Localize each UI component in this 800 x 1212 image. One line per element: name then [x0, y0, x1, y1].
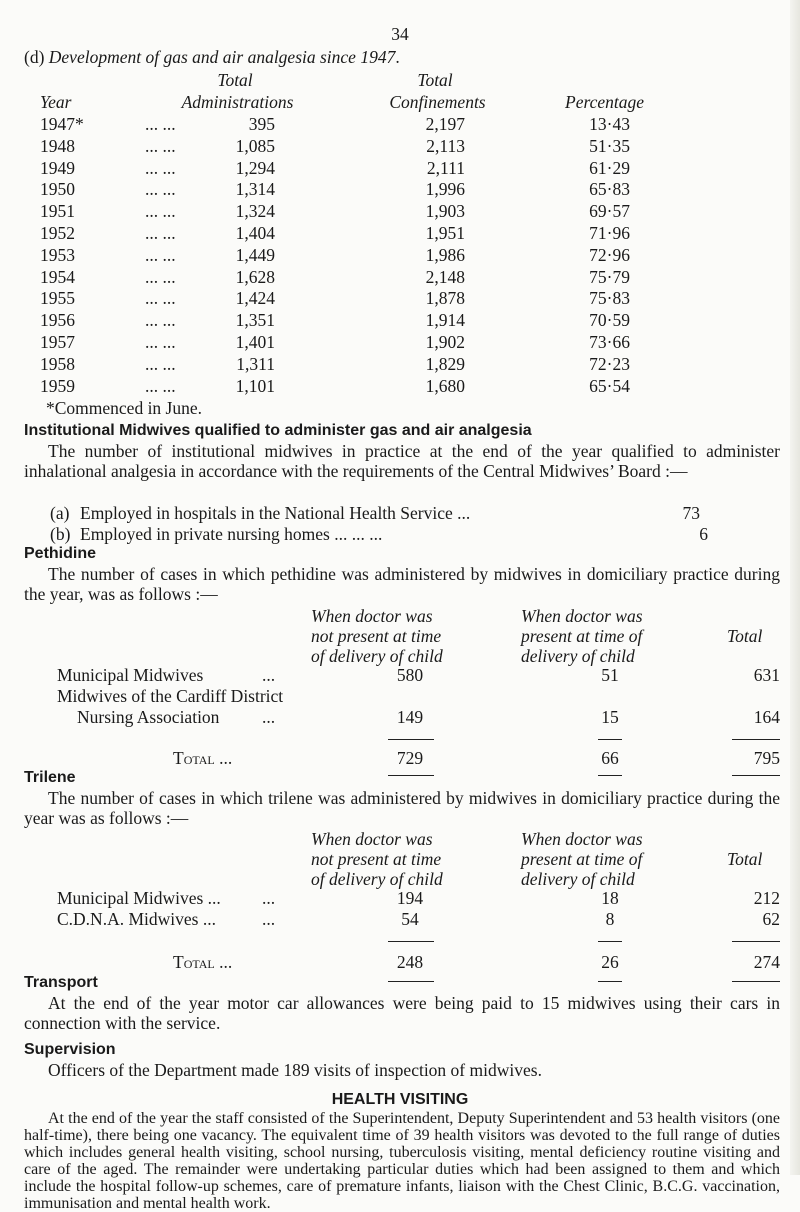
- pethidine-row2-dots: ...: [262, 707, 276, 727]
- pethidine-rule-bottom-c1: [388, 775, 434, 776]
- item-b-value: 6: [699, 524, 708, 544]
- item-b-text: Employed in private nursing homes ... ... ...: [80, 524, 383, 544]
- table-cell-percentage: 70·59: [589, 310, 630, 330]
- table-cell-year: 1949: [40, 158, 75, 178]
- caption-period: .: [395, 47, 400, 67]
- table-cell-dots: ... ...: [145, 158, 176, 178]
- table-cell-percentage: 65·54: [589, 376, 630, 396]
- trilene-total-c3: 274: [753, 952, 780, 972]
- table-cell-year: 1951: [40, 201, 75, 221]
- section-heading-supervision: Supervision: [24, 1041, 116, 1058]
- pethidine-row1-c1: 580: [396, 665, 424, 685]
- table-cell-confinements: 1,878: [425, 288, 465, 308]
- pethidine-row1-c3: 631: [753, 665, 780, 685]
- trilene-row2-label: C.D.N.A. Midwives ...: [57, 909, 216, 929]
- trilene-row1-dots: ...: [262, 888, 276, 908]
- table-cell-percentage: 13·43: [589, 114, 630, 134]
- table-cell-administrations: 1,424: [235, 288, 275, 308]
- table-cell-administrations: 395: [248, 114, 275, 134]
- table-cell-year: 1952: [40, 223, 75, 243]
- health-visiting-paragraph: At the end of the year the staff consisted of the Superintendent, Deputy Superintendent and 53 health visitors (one half-time), there being one vacancy. The equivalent time of 39 health visitors was devoted to the full range of duties which includes general health visiting, school nursing, tuberculosis visiting, mental deficiency routine visiting and care of the aged. The remainder were undertaking particular duties which had been assigned to them and which include the hospital follow-up schemes, care of premature infants, liaison with the Chest Clinic, B.C.G. vaccination, immunisation and mental health work.: [24, 1110, 780, 1212]
- table-cell-percentage: 72·23: [589, 354, 630, 374]
- table-cell-dots: ... ...: [145, 245, 176, 265]
- page-number: 34: [391, 24, 409, 44]
- table-cell-confinements: 1,996: [425, 179, 465, 199]
- table-cell-percentage: 75·79: [589, 267, 630, 287]
- table-cell-year: 1956: [40, 310, 75, 330]
- header-percentage: Percentage: [565, 92, 645, 112]
- header-year: Year: [40, 92, 72, 112]
- table-cell-percentage: 69·57: [589, 201, 630, 221]
- pethidine-total-c1: 729: [396, 748, 424, 768]
- table-cell-year: 1954: [40, 267, 75, 287]
- pethidine-row2-c3: 164: [753, 707, 780, 727]
- table-cell-administrations: 1,314: [235, 179, 275, 199]
- table-caption: [24, 47, 400, 67]
- pethidine-row2-c2: 15: [601, 707, 619, 727]
- section-heading-pethidine: Pethidine: [24, 545, 97, 562]
- table-cell-year: 1947*: [40, 114, 84, 134]
- trilene-total-label: Total ...: [173, 952, 233, 972]
- section-heading-transport: Transport: [24, 974, 98, 991]
- table-cell-dots: ... ...: [145, 354, 176, 374]
- table-cell-administrations: 1,085: [235, 136, 275, 156]
- caption-label: (d): [24, 47, 45, 67]
- trilene-col2-line3: delivery of child: [521, 869, 635, 889]
- pethidine-rule-bottom-c3: [732, 775, 780, 776]
- transport-paragraph: At the end of the year motor car allowances were being paid to 15 midwives using their cars in connection with the service.: [24, 993, 780, 1033]
- table-cell-dots: ... ...: [145, 136, 176, 156]
- table-cell-year: 1955: [40, 288, 75, 308]
- table-cell-confinements: 1,951: [425, 223, 465, 243]
- table-cell-percentage: 51·35: [589, 136, 630, 156]
- trilene-row1-label: Municipal Midwives ...: [57, 888, 221, 908]
- table-cell-percentage: 75·83: [589, 288, 630, 308]
- table-cell-administrations: 1,628: [235, 267, 275, 287]
- trilene-rule-bottom-c2: [598, 981, 622, 982]
- pethidine-rule-bottom-c2: [598, 775, 622, 776]
- table-cell-confinements: 1,829: [425, 354, 465, 374]
- trilene-row1-c3: 212: [753, 888, 780, 908]
- pethidine-total-c3: 795: [753, 748, 780, 768]
- pethidine-col1-line1: When doctor was: [311, 606, 433, 626]
- table-cell-dots: ... ...: [145, 201, 176, 221]
- pethidine-rule-top-c1: [388, 739, 434, 740]
- table-cell-confinements: 1,903: [425, 201, 465, 221]
- pethidine-rule-top-c2: [598, 739, 622, 740]
- pethidine-rule-top-c3: [732, 739, 780, 740]
- table-cell-administrations: 1,101: [235, 376, 275, 396]
- trilene-total-c1: 248: [396, 952, 424, 972]
- trilene-total-c2: 26: [601, 952, 619, 972]
- trilene-col3: Total: [727, 849, 763, 869]
- header-admin-bottom: Administrations: [181, 92, 294, 112]
- pethidine-paragraph: The number of cases in which pethidine was administered by midwives in domiciliary practice during the year, was as follows :—: [24, 564, 780, 604]
- pethidine-row2-label-b: Nursing Association: [77, 707, 220, 727]
- header-conf-bottom: Confinements: [389, 92, 486, 112]
- section-heading-health-visiting: HEALTH VISITING: [331, 1091, 469, 1108]
- pethidine-col2-line2: present at time of: [521, 626, 643, 646]
- pethidine-col3: Total: [727, 626, 763, 646]
- footnote: *Commenced in June.: [46, 398, 203, 418]
- table-cell-administrations: 1,449: [235, 245, 275, 265]
- table-cell-dots: ... ...: [145, 332, 176, 352]
- table-cell-year: 1959: [40, 376, 75, 396]
- table-cell-year: 1948: [40, 136, 75, 156]
- trilene-row2-dots: ...: [262, 909, 276, 929]
- trilene-col2-line2: present at time of: [521, 849, 643, 869]
- table-cell-dots: ... ...: [145, 114, 176, 134]
- pethidine-row1-dots: ...: [262, 665, 276, 685]
- table-cell-confinements: 2,111: [426, 158, 465, 178]
- trilene-row2-c2: 8: [605, 909, 615, 929]
- section-heading-qualified: Institutional Midwives qualified to administer gas and air analgesia: [24, 422, 532, 439]
- table-cell-administrations: 1,311: [236, 354, 275, 374]
- item-a-value: 73: [682, 503, 700, 523]
- table-cell-year: 1957: [40, 332, 75, 352]
- trilene-col1-line3: of delivery of child: [311, 869, 443, 889]
- table-cell-confinements: 1,680: [425, 376, 465, 396]
- trilene-paragraph: The number of cases in which trilene was administered by midwives in domiciliary practice during the year was as follows :—: [24, 788, 780, 828]
- trilene-rule-bottom-c3: [732, 981, 780, 982]
- pethidine-row2-label-a: Midwives of the Cardiff District: [57, 686, 284, 706]
- header-conf-top: Total: [417, 70, 453, 90]
- page-edge-shadow: [790, 0, 800, 1175]
- table-cell-percentage: 73·66: [589, 332, 630, 352]
- trilene-rule-top-c2: [598, 941, 622, 942]
- trilene-col1-line2: not present at time: [311, 849, 442, 869]
- item-b-label: (b): [50, 524, 71, 544]
- trilene-row1-c1: 194: [396, 888, 424, 908]
- table-cell-administrations: 1,404: [235, 223, 275, 243]
- table-cell-dots: ... ...: [145, 267, 176, 287]
- table-cell-percentage: 61·29: [589, 158, 630, 178]
- pethidine-col1-line2: not present at time: [311, 626, 442, 646]
- table-cell-administrations: 1,324: [235, 201, 275, 221]
- table-cell-percentage: 65·83: [589, 179, 630, 199]
- table-cell-confinements: 2,197: [425, 114, 465, 134]
- table-cell-year: 1953: [40, 245, 75, 265]
- pethidine-total-label: Total ...: [173, 748, 233, 768]
- trilene-row2-c3: 62: [762, 909, 780, 929]
- table-cell-year: 1958: [40, 354, 75, 374]
- table-cell-percentage: 72·96: [589, 245, 630, 265]
- trilene-rule-top-c3: [732, 941, 780, 942]
- pethidine-row1-c2: 51: [601, 665, 619, 685]
- table-cell-year: 1950: [40, 179, 75, 199]
- trilene-rule-bottom-c1: [388, 981, 434, 982]
- table-cell-confinements: 2,113: [426, 136, 465, 156]
- pethidine-total-c2: 66: [601, 748, 619, 768]
- trilene-col2-line1: When doctor was: [521, 829, 643, 849]
- table-cell-dots: ... ...: [145, 223, 176, 243]
- qualified-paragraph: The number of institutional midwives in practice at the end of the year qualified to administer inhalational analgesia in accordance with the requirements of the Central Midwives’ Board :—: [24, 441, 780, 481]
- section-heading-trilene: Trilene: [24, 769, 76, 786]
- supervision-paragraph: Officers of the Department made 189 visits of inspection of midwives.: [48, 1060, 542, 1080]
- table-cell-confinements: 2,148: [425, 267, 465, 287]
- pethidine-col2-line1: When doctor was: [521, 606, 643, 626]
- table-cell-confinements: 1,902: [425, 332, 465, 352]
- item-a-text: Employed in hospitals in the National Health Service ...: [80, 503, 471, 523]
- table-cell-dots: ... ...: [145, 376, 176, 396]
- trilene-rule-top-c1: [388, 941, 434, 942]
- pethidine-row2-c1: 149: [396, 707, 424, 727]
- table-cell-percentage: 71·96: [589, 223, 630, 243]
- pethidine-col2-line3: delivery of child: [521, 646, 635, 666]
- trilene-row1-c2: 18: [601, 888, 619, 908]
- table-cell-administrations: 1,351: [235, 310, 275, 330]
- table-cell-dots: ... ...: [145, 179, 176, 199]
- table-cell-administrations: 1,294: [235, 158, 275, 178]
- table-cell-confinements: 1,986: [425, 245, 465, 265]
- item-a-label: (a): [50, 503, 70, 523]
- trilene-row2-c1: 54: [401, 909, 419, 929]
- table-cell-dots: ... ...: [145, 310, 176, 330]
- table-cell-administrations: 1,401: [235, 332, 275, 352]
- table-cell-dots: ... ...: [145, 288, 176, 308]
- caption-text: Development of gas and air analgesia since 1947: [48, 47, 396, 67]
- header-admin-top: Total: [217, 70, 253, 90]
- pethidine-col1-line3: of delivery of child: [311, 646, 443, 666]
- pethidine-row1-label: Municipal Midwives: [57, 665, 204, 685]
- table-cell-confinements: 1,914: [425, 310, 465, 330]
- trilene-col1-line1: When doctor was: [311, 829, 433, 849]
